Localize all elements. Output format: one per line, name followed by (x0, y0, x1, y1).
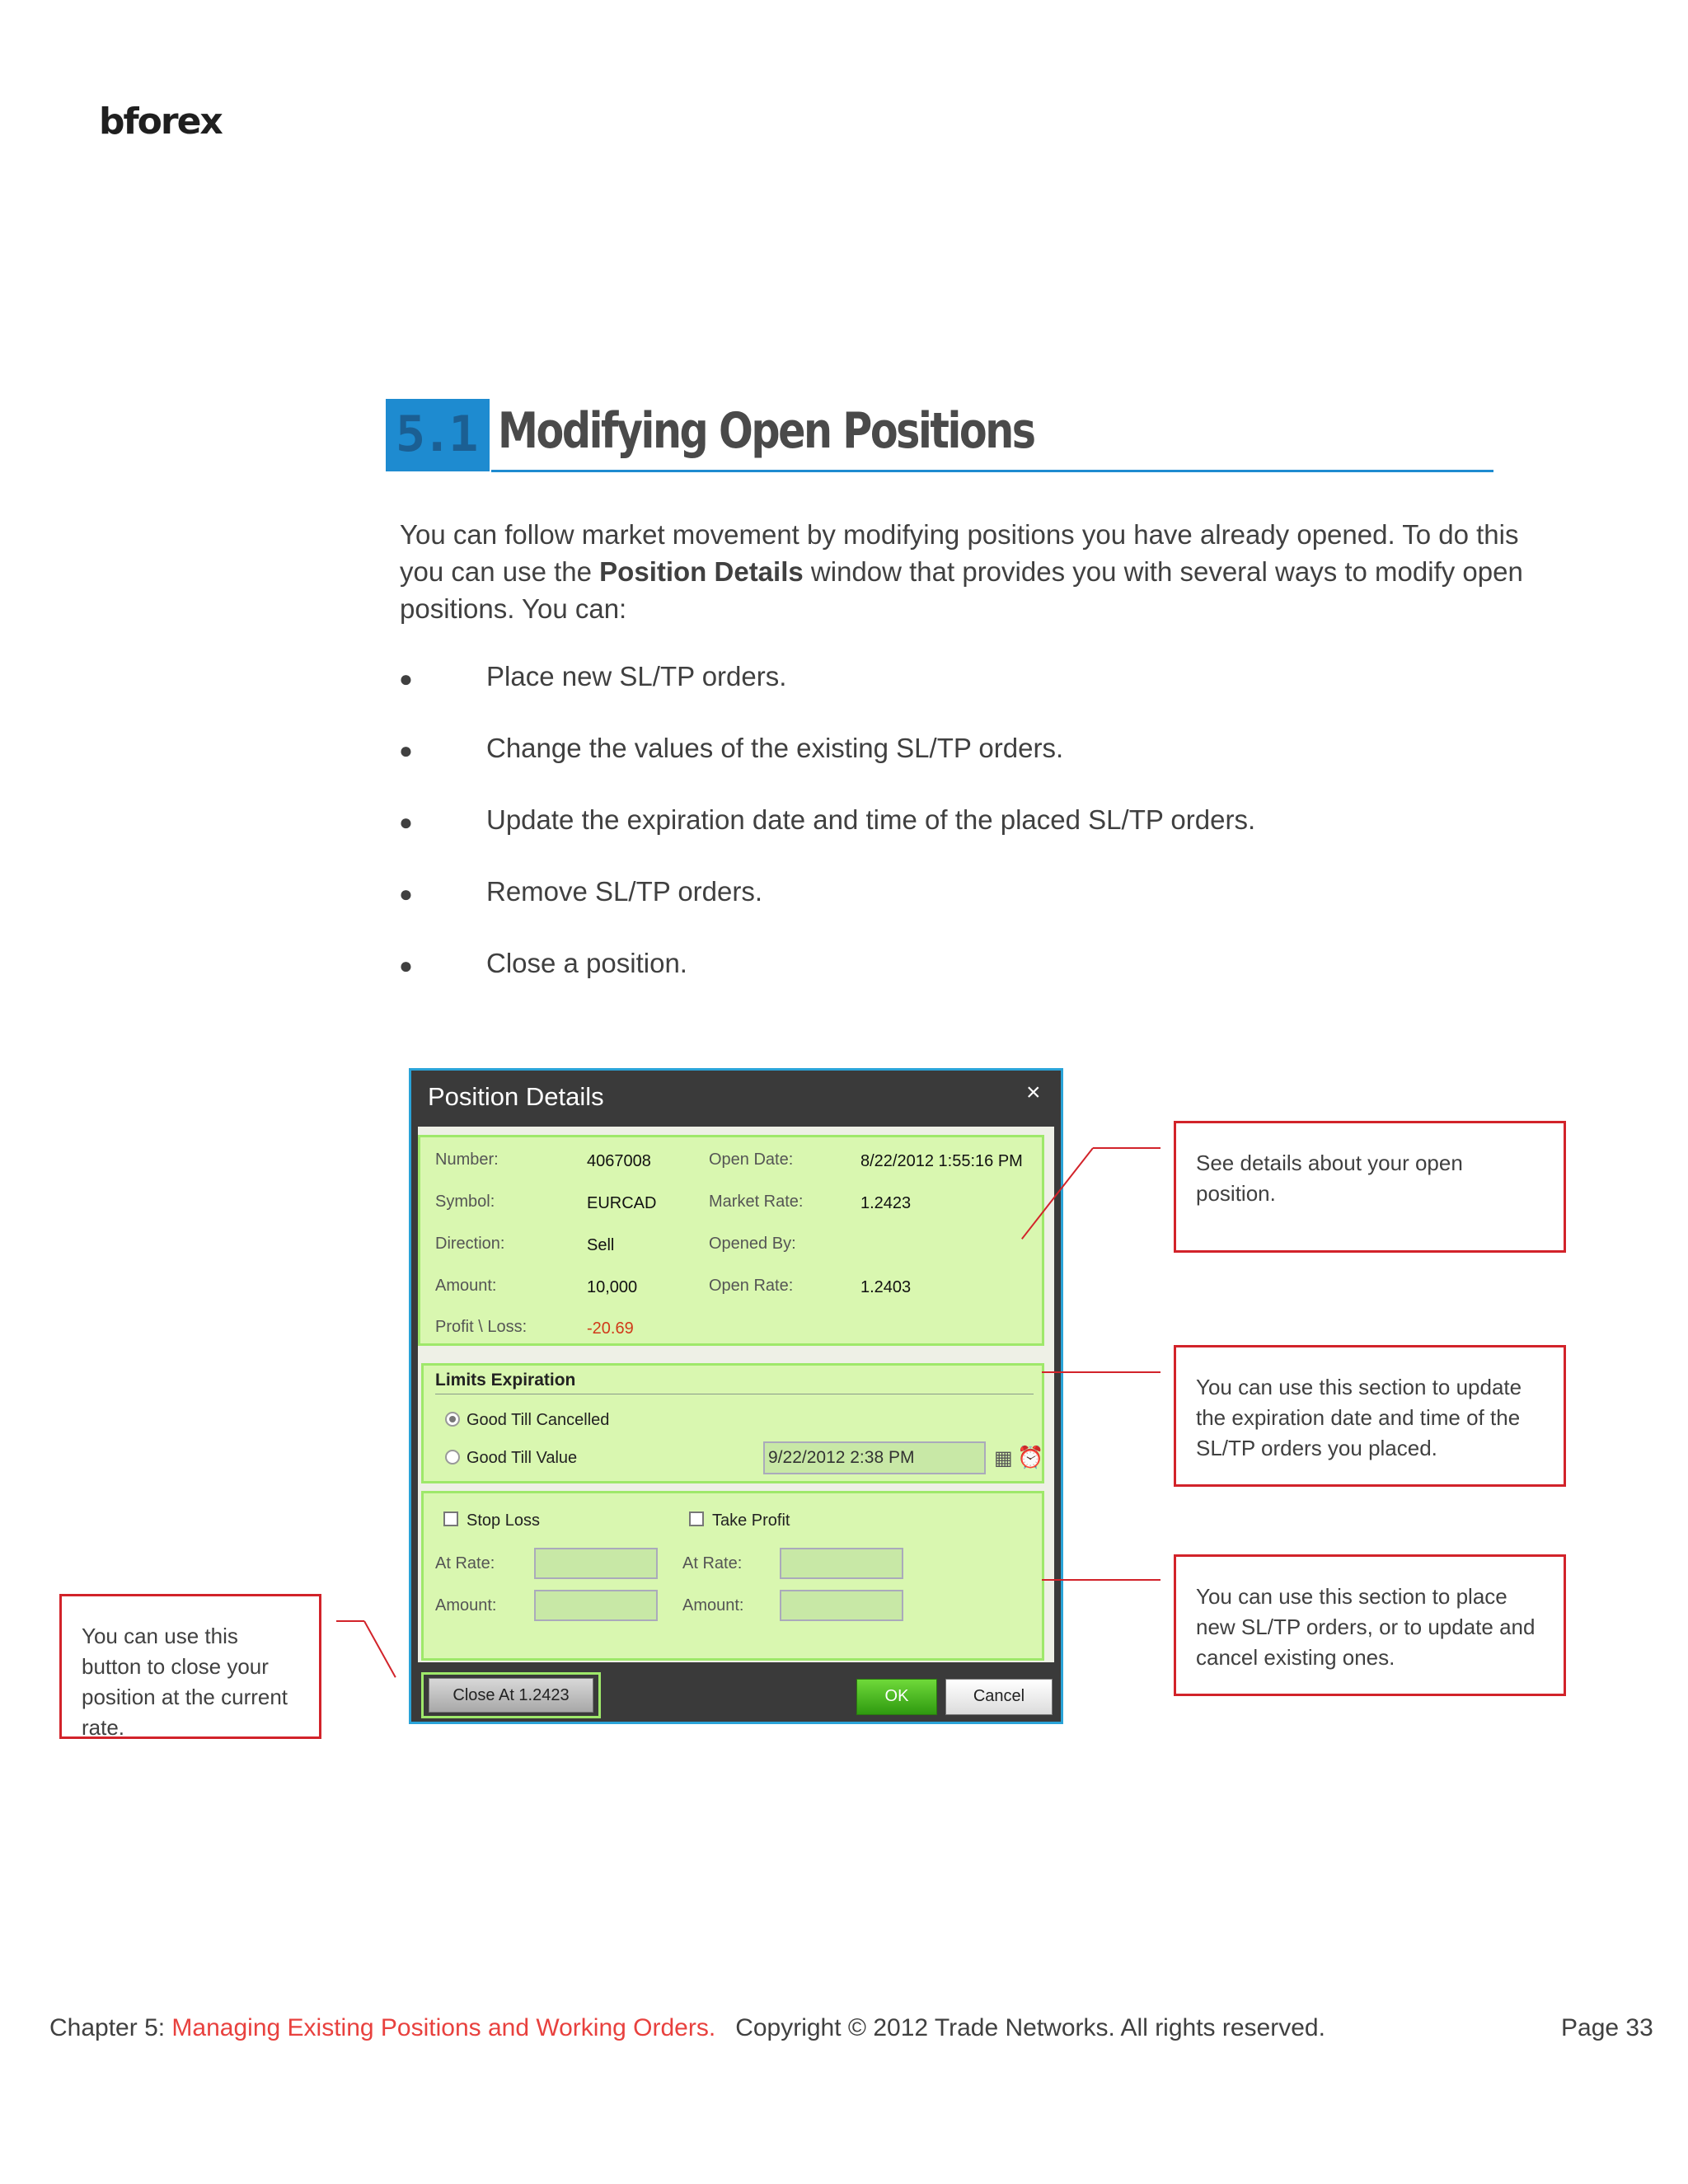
market-rate-value: 1.2423 (860, 1194, 912, 1212)
intro-bold: Position Details (599, 556, 804, 587)
callout-close: You can use this button to close your position at the current rate. (59, 1594, 321, 1739)
amount-value: 10,000 (587, 1278, 638, 1296)
profit-loss-value: -20.69 (587, 1319, 634, 1338)
good-till-cancelled-label: Good Till Cancelled (467, 1411, 610, 1429)
direction-value: Sell (587, 1236, 615, 1254)
calendar-icon[interactable]: ▦ (994, 1447, 1013, 1469)
close-at-button[interactable]: Close At 1.2423 (429, 1678, 593, 1713)
tp-at-rate-label: At Rate: (682, 1554, 743, 1572)
callout-expiration: You can use this section to update the expiration date and time of the SL/TP orders you placed. (1174, 1345, 1566, 1487)
callout-orders: You can use this section to place new SL/TP orders, or to update and cancel existing ones. (1174, 1554, 1566, 1696)
intro-text-2: window that provides you with several ways to modify open positions. You can: (400, 556, 1523, 624)
section-number: 5.1 (396, 405, 476, 463)
open-date-value: 8/22/2012 1:55:16 PM (860, 1152, 1023, 1170)
cancel-button[interactable]: Cancel (945, 1679, 1053, 1715)
bullet-dot: ● (399, 666, 413, 691)
bullet-item: Place new SL/TP orders. (486, 661, 787, 691)
position-details-dialog (409, 1068, 1063, 1724)
expiration-date-input[interactable]: 9/22/2012 2:38 PM (763, 1441, 986, 1474)
number-value: 4067008 (587, 1152, 651, 1170)
close-icon[interactable]: × (1026, 1079, 1041, 1106)
symbol-label: Symbol: (435, 1193, 495, 1211)
footer-copyright: Copyright © 2012 Trade Networks. All rights reserved. (735, 2014, 1325, 2041)
bullet-dot: ● (399, 953, 413, 978)
take-profit-label: Take Profit (712, 1511, 790, 1530)
footer-chapter-link[interactable]: Managing Existing Positions and Working Orders. (171, 2014, 716, 2041)
profit-loss-label: Profit \ Loss: (435, 1318, 528, 1336)
open-date-label: Open Date: (709, 1151, 794, 1169)
footer-chapter-prefix: Chapter 5: (49, 2014, 172, 2041)
sl-tp-section (421, 1491, 1044, 1661)
direction-label: Direction: (435, 1235, 505, 1253)
intro-paragraph (400, 516, 1554, 627)
open-rate-label: Open Rate: (709, 1277, 794, 1295)
details-section (418, 1135, 1044, 1346)
section-rule (491, 470, 1493, 472)
symbol-value: EURCAD (587, 1194, 657, 1212)
amount-label: Amount: (435, 1277, 497, 1295)
tp-at-rate-input[interactable] (780, 1548, 903, 1579)
connector-line (1042, 1371, 1160, 1373)
take-profit-checkbox[interactable] (689, 1511, 704, 1526)
sl-at-rate-label: At Rate: (435, 1554, 495, 1572)
connector-line (336, 1620, 364, 1622)
dialog-body (418, 1127, 1054, 1662)
tp-amount-label: Amount: (682, 1596, 744, 1615)
stop-loss-checkbox[interactable] (443, 1511, 458, 1526)
connector-line (363, 1621, 396, 1678)
good-till-value-radio[interactable] (445, 1450, 460, 1465)
good-till-value-label: Good Till Value (467, 1449, 578, 1467)
footer (49, 2014, 1325, 2042)
sl-amount-input[interactable] (534, 1590, 658, 1621)
callout-details: See details about your open position. (1174, 1121, 1566, 1253)
stop-loss-label: Stop Loss (467, 1511, 540, 1530)
connector-line (1042, 1579, 1160, 1581)
sl-amount-label: Amount: (435, 1596, 497, 1615)
bullet-item: Change the values of the existing SL/TP orders. (486, 733, 1064, 763)
bullet-dot: ● (399, 809, 413, 835)
bullet-dot: ● (399, 881, 413, 907)
bforex-logo: bforex (99, 101, 222, 143)
limits-expiration-section (421, 1363, 1044, 1483)
clock-icon[interactable]: ⏰ (1017, 1445, 1044, 1469)
section-title: Modifying Open Positions (498, 402, 1034, 460)
bullet-item: Close a position. (486, 948, 687, 978)
dialog-title: Position Details (428, 1082, 604, 1111)
limits-heading: Limits Expiration (435, 1371, 576, 1390)
opened-by-label: Opened By: (709, 1235, 796, 1253)
bullet-dot: ● (399, 738, 413, 763)
open-rate-value: 1.2403 (860, 1278, 912, 1296)
bullet-item: Remove SL/TP orders. (486, 876, 763, 907)
close-at-highlight (421, 1672, 601, 1718)
intro-text-1: You can follow market movement by modifying positions you have already opened. To do this you can use the (400, 519, 1519, 587)
bullet-item: Update the expiration date and time of the placed SL/TP orders. (486, 804, 1256, 835)
page-number: Page 33 (1561, 2014, 1653, 2041)
sl-at-rate-input[interactable] (534, 1548, 658, 1579)
tp-amount-input[interactable] (780, 1590, 903, 1621)
number-label: Number: (435, 1151, 499, 1169)
connector-line (1093, 1147, 1160, 1149)
market-rate-label: Market Rate: (709, 1193, 804, 1211)
good-till-cancelled-radio[interactable] (445, 1412, 460, 1427)
ok-button[interactable]: OK (856, 1679, 937, 1715)
